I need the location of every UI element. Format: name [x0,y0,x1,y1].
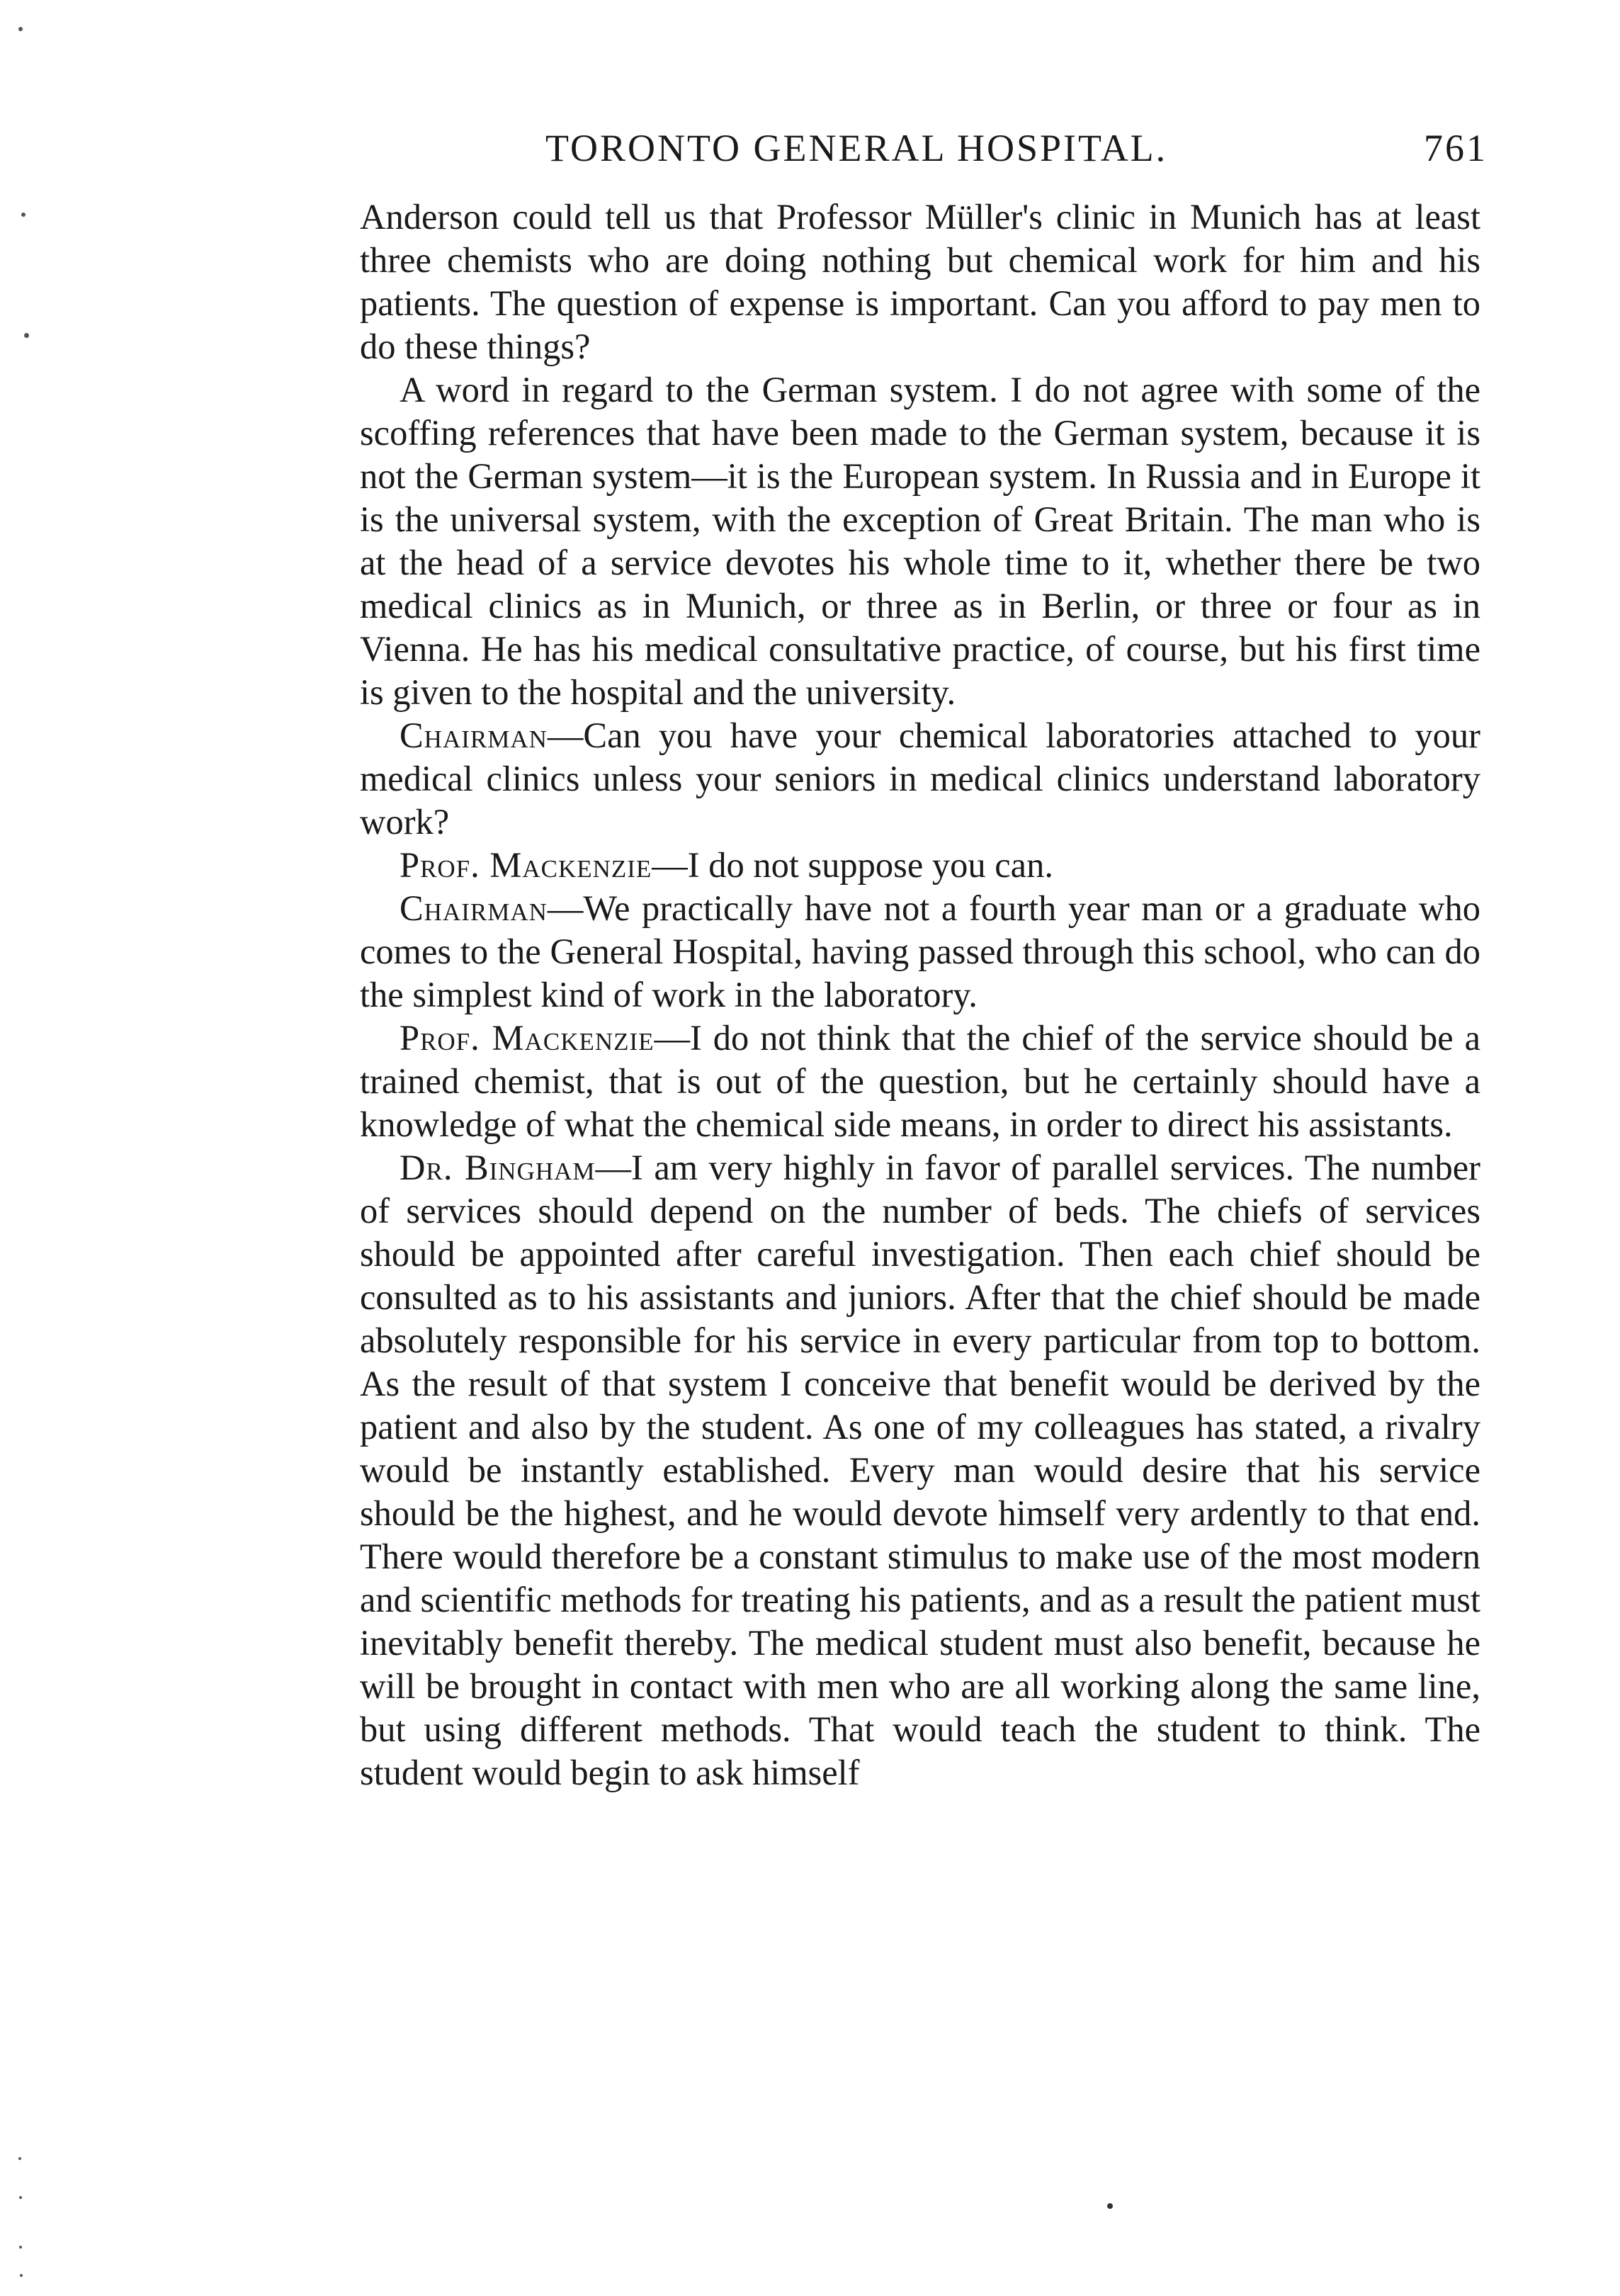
running-header [545,126,1488,183]
paragraph-text: —I am very highly in favor of parallel services. The number of services should depend on the number of beds. The chiefs of services should be appointed after careful investigation. Then each chief should be consulted as to his assistants and juniors. After that the chief should be made absolutely responsible for his service in every particular from top to bottom. As the result of that system I conceive that benefit would be derived by the patient and also by the student. As one of my colleagues has stated, a rivalry would be instantly established. Every man would desire that his service should be the highest, and he would devote himself very ardently to that end. There would therefore be a constant stimulus to make use of the most modern and scientific methods for treating his patients, and as a result the patient must inevitably benefit thereby. The medical student must also benefit, because he will be brought in contact with men who are all working along the same line, but using different methods. That would teach the student to think. The student would begin to ask himself [360,1148,1480,1792]
speaker-name: Prof. Mackenzie [400,845,652,885]
paragraph-text: —I do not think that the chief of the service should be a trained chemist, that is out of the question, but he certainly should have a knowledge of what the chemical side means, in order to direct his assistants. [360,1018,1480,1144]
paragraph [360,714,1480,844]
paragraph [360,887,1480,1017]
speaker-name: Dr. Bingham [400,1148,596,1187]
speaker-name: Chairman [400,716,548,755]
page-number: 761 [1424,127,1488,169]
speaker-name: Chairman [400,888,548,928]
scan-margin-marks [0,0,43,2296]
paragraph-text: —Can you have your chemical laboratories attached to your medical clinics unless your seniors in medical clinics understand laboratory work? [360,716,1480,842]
paragraph [360,1146,1480,1794]
running-title: TORONTO GENERAL HOSPITAL. [545,127,1168,169]
paragraph-text: A word in regard to the German system. I do not agree with some of the scoffing references that have been made to the German system, because it is not the German system—it is the European system. In Russia and in Europe it is the universal system, with the exception of Great Britain. The man who is at the head of a service devotes his whole time to it, whether there be two medical clinics as in Munich, or three as in Berlin, or three or four as in Vienna. He has his medical consultative practice, of course, but his first time is given to the hospital and the university. [360,370,1480,712]
speaker-name: Prof. Mackenzie [400,1018,655,1058]
paragraph [360,844,1480,887]
paragraph [360,368,1480,714]
paragraph-text: Anderson could tell us that Professor Müller's clinic in Munich has at least three chemists who are doing nothing but chemical work for him and his patients. The question of expense is important. Can you afford to pay men to do these things? [360,197,1480,366]
scan-mark [1107,2203,1113,2209]
paragraph-text: —I do not suppose you can. [652,845,1053,885]
paragraph [360,196,1480,368]
paragraph [360,1017,1480,1146]
body-text [360,196,1480,1794]
paragraph-text: —We practically have not a fourth year man or a graduate who comes to the General Hospital, having passed through this school, who can do the simplest kind of work in the laboratory. [360,888,1480,1014]
